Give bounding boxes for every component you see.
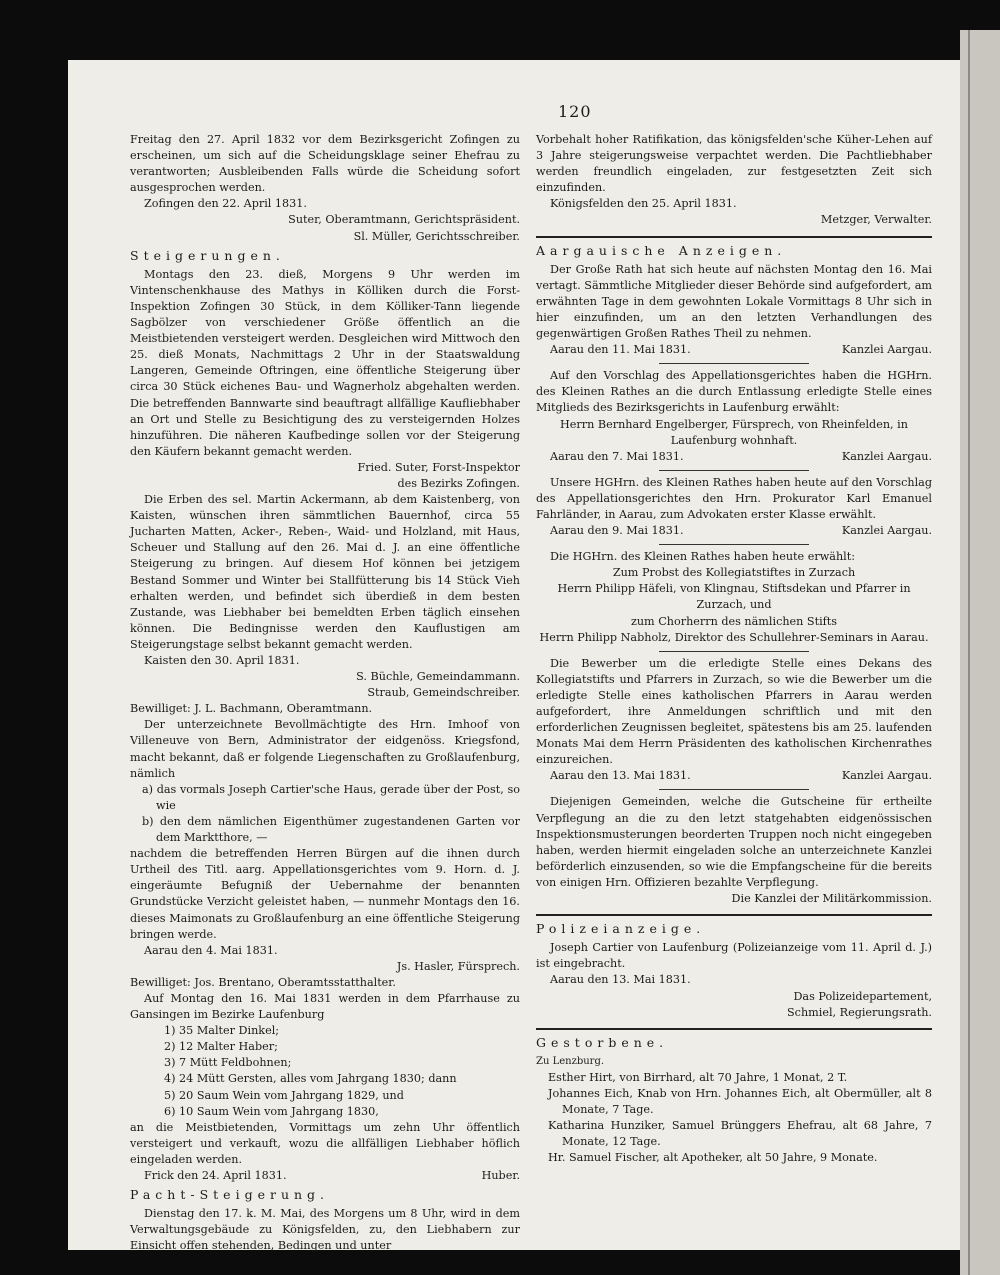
section-heading: Gestorbene. bbox=[536, 1034, 669, 1050]
paragraph: Vorbehalt hoher Ratifikation, das königsfelden'sche Küher-Lehen auf 3 Jahre steigerungsweise verpachtet werden. Die Pachtliebhaber werden freundlich eingeladen, zur festgesetzten Zeit sich einzufinden. bbox=[536, 133, 932, 195]
left-column bbox=[130, 132, 520, 1254]
list-entry: Katharina Hunziker, Samuel Brünggers Ehefrau, alt 68 Jahre, 7 Monate, 12 Tage. bbox=[548, 1119, 932, 1149]
list-entry: Hr. Samuel Fischer, alt Apotheker, alt 50 Jahre, 9 Monate. bbox=[548, 1151, 878, 1165]
dateline: Frick den 24. April 1831. bbox=[144, 1169, 287, 1182]
paragraph: an die Meistbietenden, Vormittags um zehn Uhr öffentlich versteigert und verkauft, wozu die allfälligen Liebhaber höflich eingeladen werden. bbox=[130, 1120, 520, 1166]
dateline-signature bbox=[536, 449, 932, 465]
list-entry: Esther Hirt, von Birrhard, alt 70 Jahre, 1 Monat, 2 T. bbox=[548, 1070, 848, 1084]
paragraph: Die Erben des sel. Martin Ackermann, ab dem Kaistenberg, von Kaisten, wünschen ihren sämmtlichen Bauernhof, circa 55 Jucharten Matten, Acker-, Reben-, Waid- und Holzland, mit Haus, Scheuer und Stallung auf den 26. Mai d. J. an eine öffentliche Steigerung zu bringen. Auf diesem Hof können bei jetzigem Bestand Sommer und Winter bei Stallfütterung bis 14 Stück Vieh erhalten werden, und befindet sich überdieß in dem besten Zustande, was Liebhaber bei bemeldten Erben täglich einsehen können. Die Bedingnisse werden den Kauflustigen am Steigerungstage selbst bekannt gemacht werden. bbox=[130, 493, 520, 651]
list-entry: 1) 35 Malter Dinkel; bbox=[164, 1024, 280, 1038]
signature-line: Straub, Gemeindschreiber. bbox=[367, 686, 520, 700]
section-divider bbox=[659, 363, 809, 364]
paragraph: Die Bewerber um die erledigte Stelle eines Dekans des Kollegiatstifts und Pfarrers in Zurzach, so wie die Bewerber um die erledigte Stelle eines katholischen Pfarrers in Aarau werden aufgefordert, ihre Anmeldungen schriftlich und mit den erforderlichen Zeugnissen begleitet, spätestens bis am 25. laufenden Monats Mai dem Herrn Präsidenten des katholischen Kirchenrathes einzureichen. bbox=[536, 656, 932, 767]
section-divider bbox=[536, 236, 932, 238]
signature: Kanzlei Aargau. bbox=[841, 769, 932, 783]
paragraph: Auf Montag den 16. Mai 1831 werden in dem Pfarrhause zu Gansingen im Bezirke Laufenburg bbox=[130, 991, 520, 1022]
signature-line: Suter, Oberamtmann, Gerichtspräsident. bbox=[288, 213, 520, 227]
list-entry: 2) 12 Malter Haber; bbox=[164, 1040, 278, 1054]
paragraph: Bewilliget: J. L. Bachmann, Oberamtmann. bbox=[130, 702, 373, 716]
paragraph: Montags den 23. dieß, Morgens 9 Uhr werden im Vintenschenkhause des Mathys in Kölliken durch die Forst-Inspektion Zofingen 30 Stück, in dem Kölliker-Tann liegende Sagbölzer von verschiedener Größe öffentlich an die Meistbietenden versteigert werden. Desgleichen wird Mittwoch den 25. dieß Monats, Nachmittags 2 Uhr in der Staatswaldung Langeren, Gemeinde Oftringen, eine öffentliche Steigerung über circa 30 Stück eichenes Bau- und Wagnerholz abgehalten werden. Die betreffenden Bannwarte sind beauftragt allfällige Kaufliebhaber an Ort und Stelle zu Besichtigung des zu versteigernden Holzes hinzuführen. Die näheren Kaufbedinge sollen vor der Steigerung den Käufern bekannt gemacht werden. bbox=[130, 267, 520, 458]
section-divider bbox=[659, 544, 809, 545]
adjacent-page-edge bbox=[960, 30, 1000, 1275]
signature-line: Das Polizeidepartement, bbox=[793, 989, 932, 1003]
list-entry: b) den dem nämlichen Eigenthümer zugestandenen Garten vor dem Marktthore, — bbox=[142, 814, 520, 845]
centered-line: Herrn Philipp Häfeli, von Klingnau, Stiftsdekan und Pfarrer in Zurzach, und bbox=[557, 582, 911, 612]
paragraph: Kaisten den 30. April 1831. bbox=[144, 654, 300, 667]
paragraph: Dienstag den 17. k. M. Mai, des Morgens um 8 Uhr, wird in dem Verwaltungsgebäude zu Königsfelden, zu, den Liebhabern zur Einsicht offen stehenden, Bedingen und unter bbox=[130, 1207, 520, 1253]
list-entry: 5) 20 Saum Wein vom Jahrgang 1829, und bbox=[164, 1088, 404, 1102]
dateline-signature bbox=[536, 523, 932, 539]
centered-line: Herrn Bernhard Engelberger, Fürsprech, von Rheinfelden, in Laufenburg wohnhaft. bbox=[560, 417, 908, 447]
section-heading: Pacht-Steigerung. bbox=[130, 1187, 330, 1203]
centered-line: Zum Probst des Kollegiatstiftes in Zurzach bbox=[612, 566, 856, 580]
paragraph: Der Große Rath hat sich heute auf nächsten Montag den 16. Mai vertagt. Sämmtliche Mitglieder dieser Behörde sind aufgefordert, am erwähnten Tage in dem gewohnten Lokale Vormittags 8 Uhr sich in hier einzufinden, um an den letzten Verhandlungen des gegenwärtigen Großen Rathes Theil zu nehmen. bbox=[536, 262, 932, 341]
section-divider bbox=[659, 470, 809, 471]
section-divider bbox=[536, 914, 932, 916]
paragraph: Bewilliget: Jos. Brentano, Oberamtsstatthalter. bbox=[130, 975, 396, 989]
list-entry: 3) 7 Mütt Feldbohnen; bbox=[164, 1056, 292, 1070]
dateline: Aarau den 9. Mai 1831. bbox=[550, 524, 684, 538]
dateline-signature bbox=[130, 1168, 520, 1184]
signature-line: des Bezirks Zofingen. bbox=[397, 476, 520, 490]
list-entry: 6) 10 Saum Wein vom Jahrgang 1830, bbox=[164, 1104, 379, 1118]
section-heading: Aargauische Anzeigen. bbox=[536, 242, 787, 258]
dateline-signature bbox=[536, 768, 932, 784]
dateline: Aarau den 13. Mai 1831. bbox=[550, 769, 691, 783]
paragraph: Die HGHrn. des Kleinen Rathes haben heute erwählt: bbox=[550, 550, 855, 564]
list-entry: 4) 24 Mütt Gersten, alles vom Jahrgang 1830; dann bbox=[164, 1072, 457, 1086]
dateline-signature bbox=[536, 342, 932, 358]
signature-line: Sl. Müller, Gerichtsschreiber. bbox=[353, 229, 520, 243]
signature-line: Fried. Suter, Forst-Inspektor bbox=[357, 460, 520, 474]
right-column bbox=[536, 132, 932, 1166]
paragraph: Auf den Vorschlag des Appellationsgerichtes haben die HGHrn. des Kleinen Rathes an die durch Entlassung erledigte Stelle eines Mitglieds des Bezirksgerichts in Laufenburg erwählt: bbox=[536, 369, 932, 415]
newspaper-page bbox=[68, 60, 960, 1253]
signature-line: S. Büchle, Gemeindammann. bbox=[356, 670, 520, 684]
signature: Huber. bbox=[481, 1169, 520, 1182]
paragraph: Aarau den 13. Mai 1831. bbox=[550, 973, 691, 987]
dateline: Aarau den 7. Mai 1831. bbox=[550, 449, 684, 463]
signature-line: Js. Hasler, Fürsprech. bbox=[396, 959, 520, 973]
paragraph: Joseph Cartier von Laufenburg (Polizeianzeige vom 11. April d. J.) ist eingebracht. bbox=[536, 941, 932, 971]
signature: Kanzlei Aargau. bbox=[841, 343, 932, 357]
paragraph: nachdem die betreffenden Herren Bürgen auf die ihnen durch Urtheil des Titl. aarg. Appellationsgerichtes vom 9. Horn. d. J. eingeräumte Befugniß der Uebernahme der benannten Grundstücke Verzicht geleistet haben, — nunmehr Montags den 16. dieses Maimonats zu Großlaufenburg an eine öffentliche Steigerung bringen werde. bbox=[130, 847, 520, 941]
signature-line: Die Kanzlei der Militärkommission. bbox=[731, 892, 932, 906]
paragraph: Aarau den 4. Mai 1831. bbox=[144, 943, 278, 957]
centered-line: Herrn Philipp Nabholz, Direktor des Schullehrer-Seminars in Aarau. bbox=[539, 630, 929, 644]
section-heading: Steigerungen. bbox=[130, 247, 285, 263]
paragraph: Unsere HGHrn. des Kleinen Rathes haben heute auf den Vorschlag des Appellationsgerichtes den Hrn. Prokurator Karl Emanuel Fahrländer, in Aarau, zum Advokaten erster Klasse erwählt. bbox=[536, 475, 932, 521]
section-heading: Polizeianzeige. bbox=[536, 921, 706, 937]
page-number: 120 bbox=[558, 102, 592, 121]
paragraph: Diejenigen Gemeinden, welche die Gutscheine für ertheilte Verpflegung an die zu den letzt statgehabten eidgenössischen Inspektionsmusterungen beorderten Truppen noch nicht eingegeben haben, werden hiermit eingeladen solche an unterzeichnete Kanzlei beförderlich einzusenden, so wie die Empfangscheine für die bereits von einigen Hrn. Offizieren bezahlte Verpflegung. bbox=[536, 795, 932, 889]
list-entry: Johannes Eich, Knab von Hrn. Johannes Eich, alt Obermüller, alt 8 Monate, 7 Tage. bbox=[548, 1086, 932, 1117]
subheading: Zu Lenzburg. bbox=[536, 1055, 605, 1067]
signature-line: Schmiel, Regierungsrath. bbox=[787, 1005, 932, 1019]
section-divider bbox=[536, 1028, 932, 1030]
paragraph: Zofingen den 22. April 1831. bbox=[144, 197, 307, 211]
paragraph: Der unterzeichnete Bevollmächtigte des Hrn. Imhoof von Villeneuve von Bern, Administrator der eidgenöss. Kriegsfond, macht bekannt, daß er folgende Liegenschaften zu Großlaufenburg, nämlich bbox=[130, 718, 520, 780]
paragraph: Königsfelden den 25. April 1831. bbox=[550, 197, 737, 211]
signature: Kanzlei Aargau. bbox=[841, 524, 932, 538]
dateline: Aarau den 11. Mai 1831. bbox=[550, 343, 691, 357]
paragraph: Freitag den 27. April 1832 vor dem Bezirksgericht Zofingen zu erscheinen, um sich auf die Scheidungsklage seiner Ehefrau zu verantworten; Ausbleibenden Falls würde die Scheidung sofort ausgesprochen werden. bbox=[130, 133, 520, 195]
signature-line: Metzger, Verwalter. bbox=[820, 213, 932, 227]
signature: Kanzlei Aargau. bbox=[841, 449, 932, 463]
centered-line: zum Chorherrn des nämlichen Stifts bbox=[630, 614, 838, 628]
page-gutter-line bbox=[968, 30, 970, 1275]
list-entry: a) das vormals Joseph Cartier'sche Haus, gerade über der Post, so wie bbox=[142, 782, 520, 812]
section-divider bbox=[659, 789, 809, 790]
section-divider bbox=[659, 651, 809, 652]
